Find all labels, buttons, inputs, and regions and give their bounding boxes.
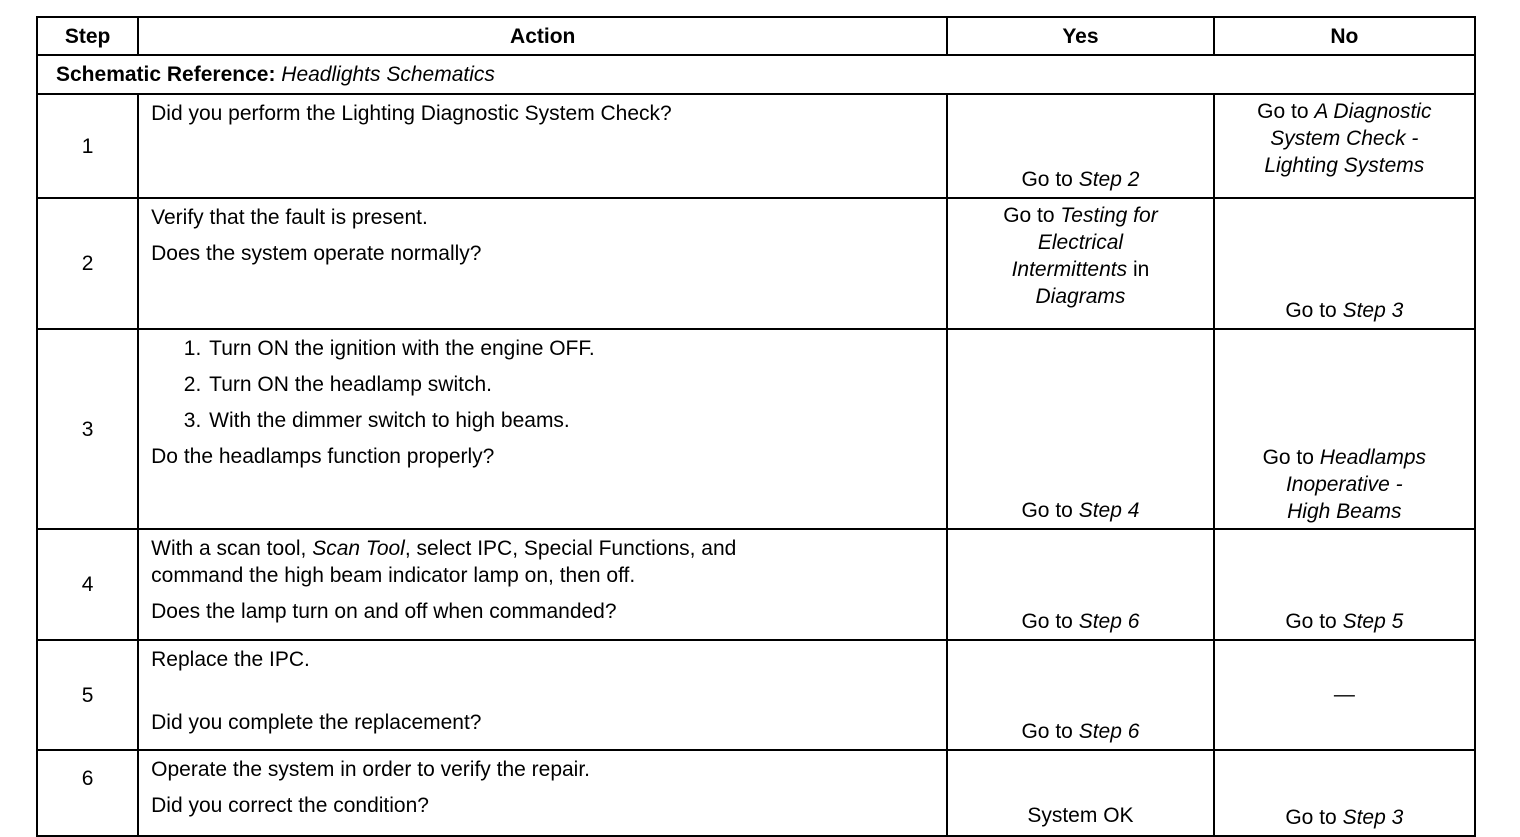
yes-cell <box>947 198 1213 329</box>
yes-link[interactable]: Step 6 <box>1078 610 1140 633</box>
substep-item: 1. Turn ON the ignition with the engine OFF. <box>207 335 936 362</box>
action-cell <box>138 94 947 198</box>
header-action: Action <box>138 17 947 55</box>
yes-link-part[interactable]: Diagrams <box>1035 285 1126 308</box>
no-link[interactable]: Step 3 <box>1342 299 1404 322</box>
yes-cell <box>947 94 1213 198</box>
yes-link[interactable]: Step 4 <box>1078 499 1140 522</box>
go-to-text: Go to <box>1021 168 1073 191</box>
no-link-part[interactable]: Inoperative - <box>1285 473 1403 496</box>
step-number: 6 <box>37 750 138 836</box>
yes-link[interactable]: Step 2 <box>1078 168 1140 191</box>
dash-text: — <box>1333 682 1355 706</box>
no-cell <box>1214 750 1475 836</box>
system-ok-text: System OK <box>1027 804 1134 827</box>
action-cell <box>138 198 947 329</box>
go-to-text: Go to <box>1285 806 1337 829</box>
yes-cell <box>947 329 1213 529</box>
table-row <box>37 329 1475 529</box>
header-no: No <box>1214 17 1475 55</box>
action-cell <box>138 640 947 750</box>
schematic-reference <box>37 55 1475 94</box>
table-row <box>37 198 1475 329</box>
schematic-link[interactable]: Headlights Schematics <box>281 63 495 86</box>
instruction-text <box>151 535 936 562</box>
step-number: 4 <box>37 529 138 640</box>
action-cell <box>138 529 947 640</box>
step-number: 3 <box>37 329 138 529</box>
table-row <box>37 640 1475 750</box>
no-cell <box>1214 94 1475 198</box>
no-link[interactable]: Step 5 <box>1342 610 1404 633</box>
substep-item: 2. Turn ON the headlamp switch. <box>207 371 936 398</box>
step-number: 1 <box>37 94 138 198</box>
schematic-reference-row <box>37 55 1475 94</box>
yes-link-part[interactable]: Testing for <box>1060 204 1158 227</box>
no-cell <box>1214 198 1475 329</box>
no-cell <box>1214 640 1475 750</box>
yes-link[interactable]: Step 6 <box>1078 720 1140 743</box>
instruction-text: command the high beam indicator lamp on, then off. <box>151 564 636 587</box>
diagnostic-table <box>36 16 1476 837</box>
substep-list <box>151 335 936 434</box>
question-text: Do the headlamps function properly? <box>151 445 495 468</box>
instruction-part: With a scan tool, <box>151 537 307 560</box>
no-link-part[interactable]: High Beams <box>1287 500 1402 523</box>
no-cell <box>1214 529 1475 640</box>
go-to-text: Go to <box>1021 610 1073 633</box>
step-number: 2 <box>37 198 138 329</box>
header-step: Step <box>37 17 138 55</box>
yes-cell <box>947 750 1213 836</box>
table-row <box>37 94 1475 198</box>
question-text: Did you correct the condition? <box>151 794 429 817</box>
go-to-text: Go to <box>1262 446 1314 469</box>
yes-cell <box>947 640 1213 750</box>
instruction-text: Verify that the fault is present. <box>151 206 428 229</box>
table-row <box>37 529 1475 640</box>
no-link-part[interactable]: Lighting Systems <box>1264 154 1425 177</box>
scan-tool-link[interactable]: Scan Tool <box>312 537 405 560</box>
step-number: 5 <box>37 640 138 750</box>
no-link-part[interactable]: System Check - <box>1270 127 1419 150</box>
schematic-label: Schematic Reference: <box>56 63 276 86</box>
yes-link-part[interactable]: Electrical <box>1037 231 1124 254</box>
substep-item: 3. With the dimmer switch to high beams. <box>207 407 936 434</box>
action-cell <box>138 750 947 836</box>
header-yes: Yes <box>947 17 1213 55</box>
action-cell <box>138 329 947 529</box>
in-text: in <box>1132 258 1150 281</box>
go-to-text: Go to <box>1021 499 1073 522</box>
question-text: Does the lamp turn on and off when commanded? <box>151 600 617 623</box>
instruction-text: Operate the system in order to verify the repair. <box>151 758 591 781</box>
go-to-text: Go to <box>1285 299 1337 322</box>
instruction-text: Replace the IPC. <box>151 648 310 671</box>
go-to-text: Go to <box>1003 204 1055 227</box>
header-row <box>37 17 1475 55</box>
question-text: Did you complete the replacement? <box>151 711 482 734</box>
no-link-part[interactable]: Headlamps <box>1319 446 1427 469</box>
yes-cell <box>947 529 1213 640</box>
question-text: Did you perform the Lighting Diagnostic System Check? <box>151 102 672 125</box>
question-text: Does the system operate normally? <box>151 242 482 265</box>
no-link-part[interactable]: A Diagnostic <box>1314 100 1432 123</box>
no-cell <box>1214 329 1475 529</box>
go-to-text: Go to <box>1021 720 1073 743</box>
go-to-text: Go to <box>1285 610 1337 633</box>
yes-link-part[interactable]: Intermittents <box>1011 258 1128 281</box>
no-link[interactable]: Step 3 <box>1342 806 1404 829</box>
instruction-part: , select IPC, Special Functions, and <box>404 537 737 560</box>
go-to-text: Go to <box>1257 100 1309 123</box>
table-row <box>37 750 1475 836</box>
